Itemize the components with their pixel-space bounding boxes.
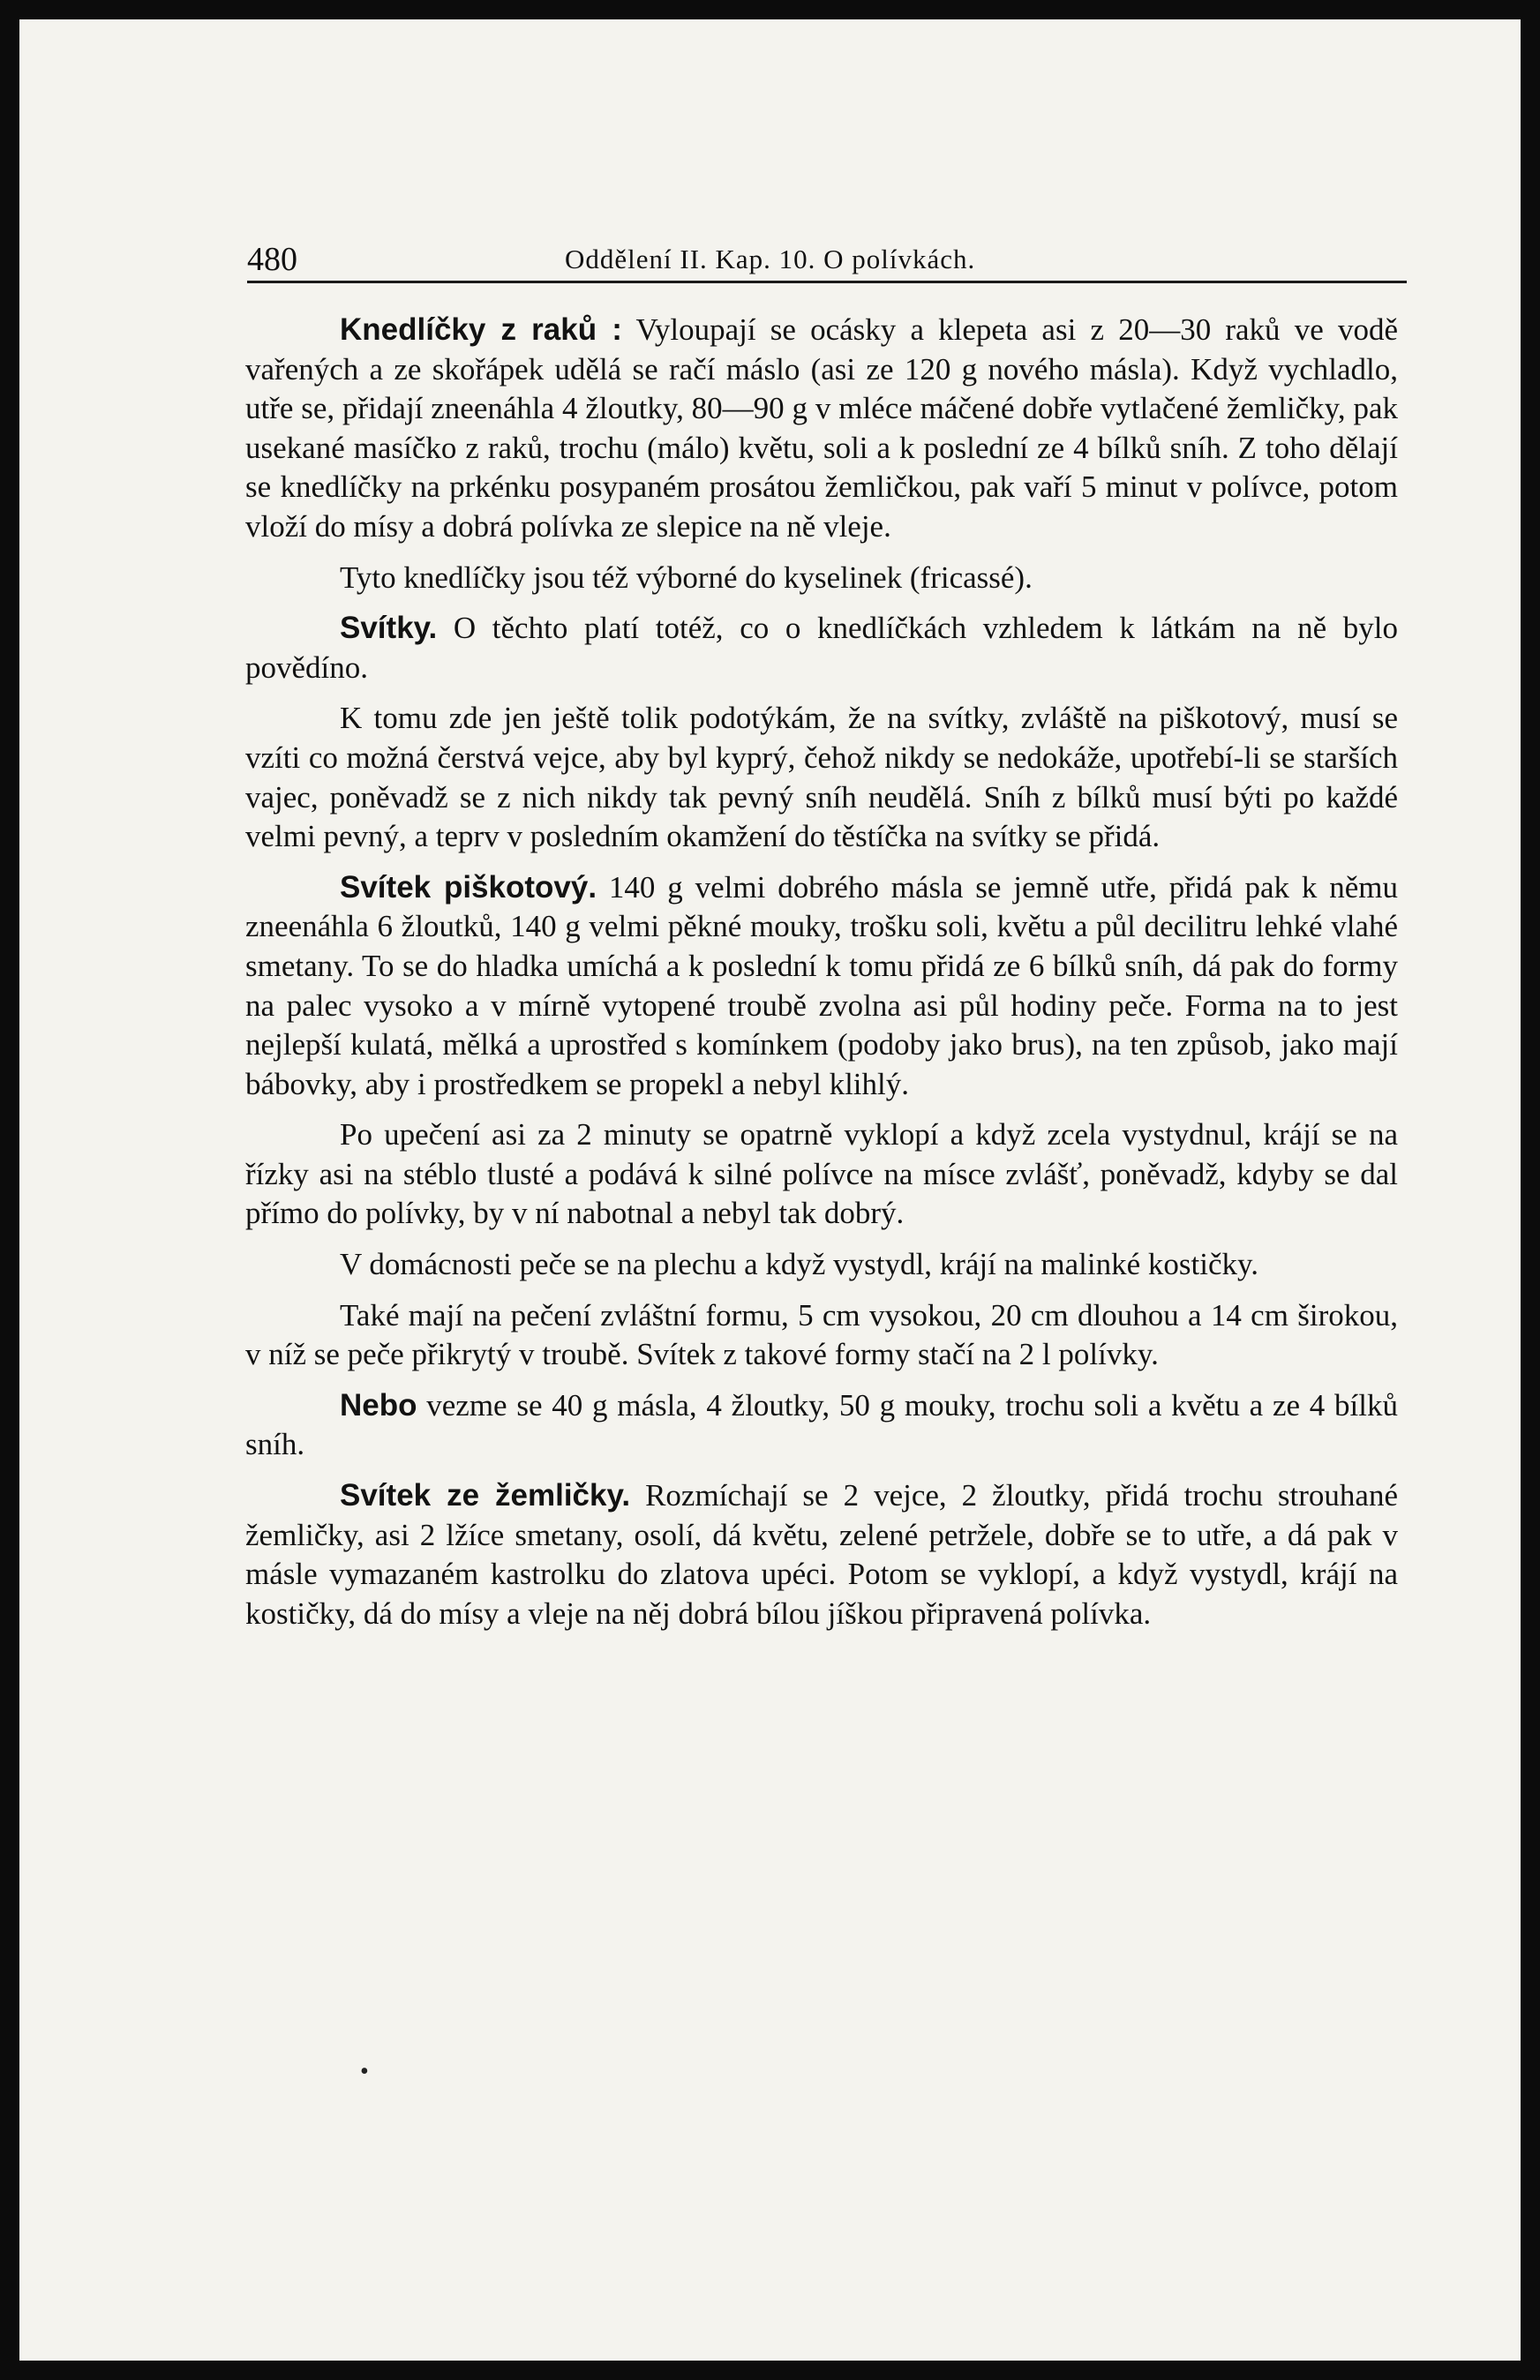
page-header (247, 240, 1407, 283)
running-head: Oddělení II. Kap. 10. O polívkách. (565, 244, 976, 274)
paragraph-text: 140 g velmi dobrého másla se jemně utře, přidá pak k němu zneenáhla 6 žloutků, 140 g velmi pěkné mouky, trošku soli, květu a půl decilitru lehké vlahé smetany. To se do hladka umíchá a k poslední k tomu přidá ze 6 bílků sníh, dá pak do formy na palec vysoko a v mírně vytopené troubě zvolna asi půl hodiny peče. Forma na to jest nejlepší kulatá, mělká a uprostřed s komínkem (podoby jako brus), na ten způsob, jako mají bábovky, aby i prostředkem se propekl a nebyl klihlý. (245, 869, 1398, 1101)
end-mark: • (360, 2058, 369, 2085)
page-body (245, 311, 1398, 1633)
recipe-heading: Svítky. (340, 611, 438, 646)
paragraph-household (245, 1245, 1398, 1285)
recipe-heading: Knedlíčky z raků : (340, 312, 622, 347)
paragraph-special-form (245, 1296, 1398, 1375)
page-number: 480 (247, 241, 297, 278)
paragraph-text: Rozmíchají se 2 vejce, 2 žloutky, přidá trochu strouhané žemličky, asi 2 lžíce smetany, osolí, dá květu, zelené petržele, dobře se to utře, a dá pak v másle vymazaném kastrolku do zlatova upéci. Potom se vyklopí, a když vystydl, krájí na kostičky, dá do mísy a vleje na něj dobrá bílou jíškou připravená polívka. (245, 1478, 1399, 1631)
paragraph-svitky-note (245, 699, 1398, 856)
recipe-heading: Svítek piškotový. (340, 869, 597, 905)
paragraph-text: O těchto platí totéž, co o knedlíčkách vzhledem k látkám na ně bylo povědíno. (245, 611, 1398, 685)
recipe-heading: Nebo (340, 1387, 417, 1423)
paragraph-text: Tyto knedlíčky jsou též výborné do kyselinek (fricassé). (340, 559, 1033, 595)
recipe-heading: Svítek ze žemličky. (340, 1478, 631, 1513)
paragraph-text: Vyloupají se ocásky a klepeta asi z 20—30 raků ve vodě vařených a ze skořápek udělá se račí máslo (asi ze 120 g nového másla). Když vychladlo, utře se, přidají zneenáhla 4 žloutky, 80—90 g v mléce máčené dobře vytlačené žemličky, pak usekané masíčko z raků, trochu (málo) květu, soli a k poslední ze 4 bílků sníh. Z toho dělají se knedlíčky na prkénku posypaném prosátou žemličkou, pak vaří 5 minut v polívce, potom vloží do mísy a dobrá polívka ze slepice na ně vleje. (245, 312, 1398, 544)
paragraph-zemlicky (245, 1476, 1398, 1633)
paragraph-rak-dumplings (245, 311, 1398, 547)
paragraph-text: K tomu zde jen ještě tolik podotýkám, že na svítky, zvláště na piškotový, musí se vzíti co možná čerstvá vejce, aby byl kyprý, čehož nikdy se nedokáže, upotřebí-li se starších vajec, poněvadž se z nich nikdy tak pevný sníh neudělá. Sníh z bílků musí býti po každé velmi pevný, a teprv v posledním okamžení do těstíčka na svítky se přidá. (245, 701, 1398, 854)
paragraph-after-baking (245, 1115, 1398, 1234)
paragraph-text: vezme se 40 g másla, 4 žloutky, 50 g mouky, trochu soli a květu a ze 4 bílků sníh. (245, 1387, 1398, 1462)
paragraph-piskotovy (245, 868, 1398, 1105)
book-page (19, 19, 1521, 2361)
paragraph-alternative (245, 1386, 1398, 1465)
paragraph-text: Také mají na pečení zvláštní formu, 5 cm vysokou, 20 cm dlouhou a 14 cm širokou, v níž se peče přikrytý v troubě. Svítek z takové formy stačí na 2 l polívky. (245, 1297, 1398, 1372)
paragraph-text: V domácnosti peče se na plechu a když vystydl, krájí na malinké kostičky. (340, 1247, 1258, 1282)
paragraph-svitky (245, 609, 1398, 687)
paragraph-fricassee-note (245, 559, 1398, 598)
paragraph-text: Po upečení asi za 2 minuty se opatrně vyklopí a když zcela vystydnul, krájí se na řízky asi na stéblo tlusté a podává k silné polívce na mísce zvlášť, poněvadž, kdyby se dal přímo do polívky, by v ní nabotnal a nebyl tak dobrý. (245, 1117, 1398, 1231)
